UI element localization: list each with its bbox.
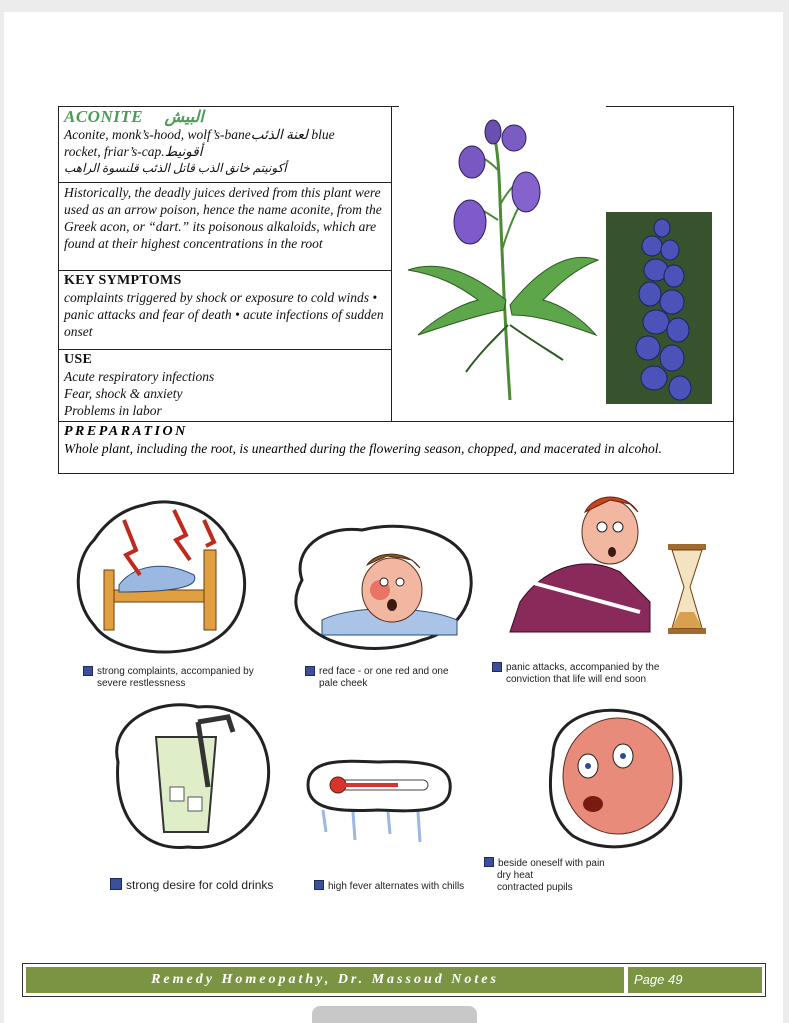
- use-heading: USE: [64, 352, 93, 367]
- names-cell: [59, 107, 392, 183]
- thermometer-illustration: [298, 750, 458, 855]
- panic-hourglass-illustration: [500, 482, 725, 662]
- bullet-square-icon: [492, 662, 502, 672]
- key-symptoms-heading: KEY SYMPTOMS: [64, 273, 182, 288]
- use-item: Acute respiratory infections: [64, 369, 215, 384]
- caption-fever-chills: high fever alternates with chills: [314, 880, 464, 893]
- common-names: Aconite, monk’s-hood, wolf’s-bane: [64, 127, 251, 142]
- page-footer: [22, 963, 766, 997]
- aconite-plant-illustration: [398, 110, 603, 410]
- cold-drink-illustration: [98, 692, 278, 862]
- remedy-title-arabic: البيش: [164, 109, 204, 126]
- bullet-square-icon: [305, 666, 315, 676]
- common-names-cont: blue: [311, 127, 335, 142]
- use-cell: [59, 350, 392, 422]
- key-symptoms-cell: [59, 271, 392, 350]
- bullet-square-icon: [314, 880, 324, 890]
- bullet-square-icon: [484, 857, 494, 867]
- use-item: Problems in labor: [64, 403, 162, 418]
- history-cell: Historically, the deadly juices derived from this plant were used as an arrow poison, hence the name aconite, from the Greek acon, or “dart.” its poisonous alkaloids, which are found at their highest concentrations in the root: [59, 183, 392, 271]
- key-symptoms-text: complaints triggered by shock or exposure to cold winds • panic attacks and fear of death • acute infections of sudden onset: [64, 290, 384, 339]
- footer-title: Remedy Homeopathy, Dr. Massoud Notes: [26, 967, 624, 993]
- bullet-square-icon: [110, 878, 122, 890]
- scroll-handle[interactable]: [312, 1006, 477, 1023]
- bullet-square-icon: [83, 666, 93, 676]
- remedy-title: ACONITE: [64, 107, 144, 126]
- preparation-heading: PREPARATION: [64, 424, 188, 439]
- arabic-names-line: أكونيتم خانق الذب قاتل الذئب قلنسوة الراهب: [64, 161, 287, 175]
- caption-restlessness: strong complaints, accompanied by severe restlessness: [83, 666, 267, 690]
- common-names-arabic-2: أقونيط: [164, 144, 203, 159]
- use-item: Fear, shock & anxiety: [64, 386, 183, 401]
- preparation-text: Whole plant, including the root, is unearthed during the flowering season, chopped, and macerated in alcohol.: [64, 441, 662, 456]
- caption-panic: panic attacks, accompanied by the conviction that life will end soon: [492, 662, 676, 686]
- page-number: Page 49: [628, 967, 762, 993]
- caption-pain-heat: beside oneself with pain dry heat contracted pupils: [484, 857, 605, 894]
- common-names-2: rocket, friar’s-cap.: [64, 144, 165, 159]
- red-face-illustration: [282, 510, 482, 660]
- preparation-cell: [59, 422, 733, 458]
- caption-cold-drinks: strong desire for cold drinks: [110, 878, 273, 891]
- pained-face-illustration: [533, 696, 693, 856]
- common-names-arabic: لعنة الذئب: [250, 127, 309, 142]
- caption-red-face: red face - or one red and one pale cheek: [305, 666, 449, 690]
- restless-bed-illustration: [64, 480, 254, 665]
- aconite-photo: [606, 212, 712, 404]
